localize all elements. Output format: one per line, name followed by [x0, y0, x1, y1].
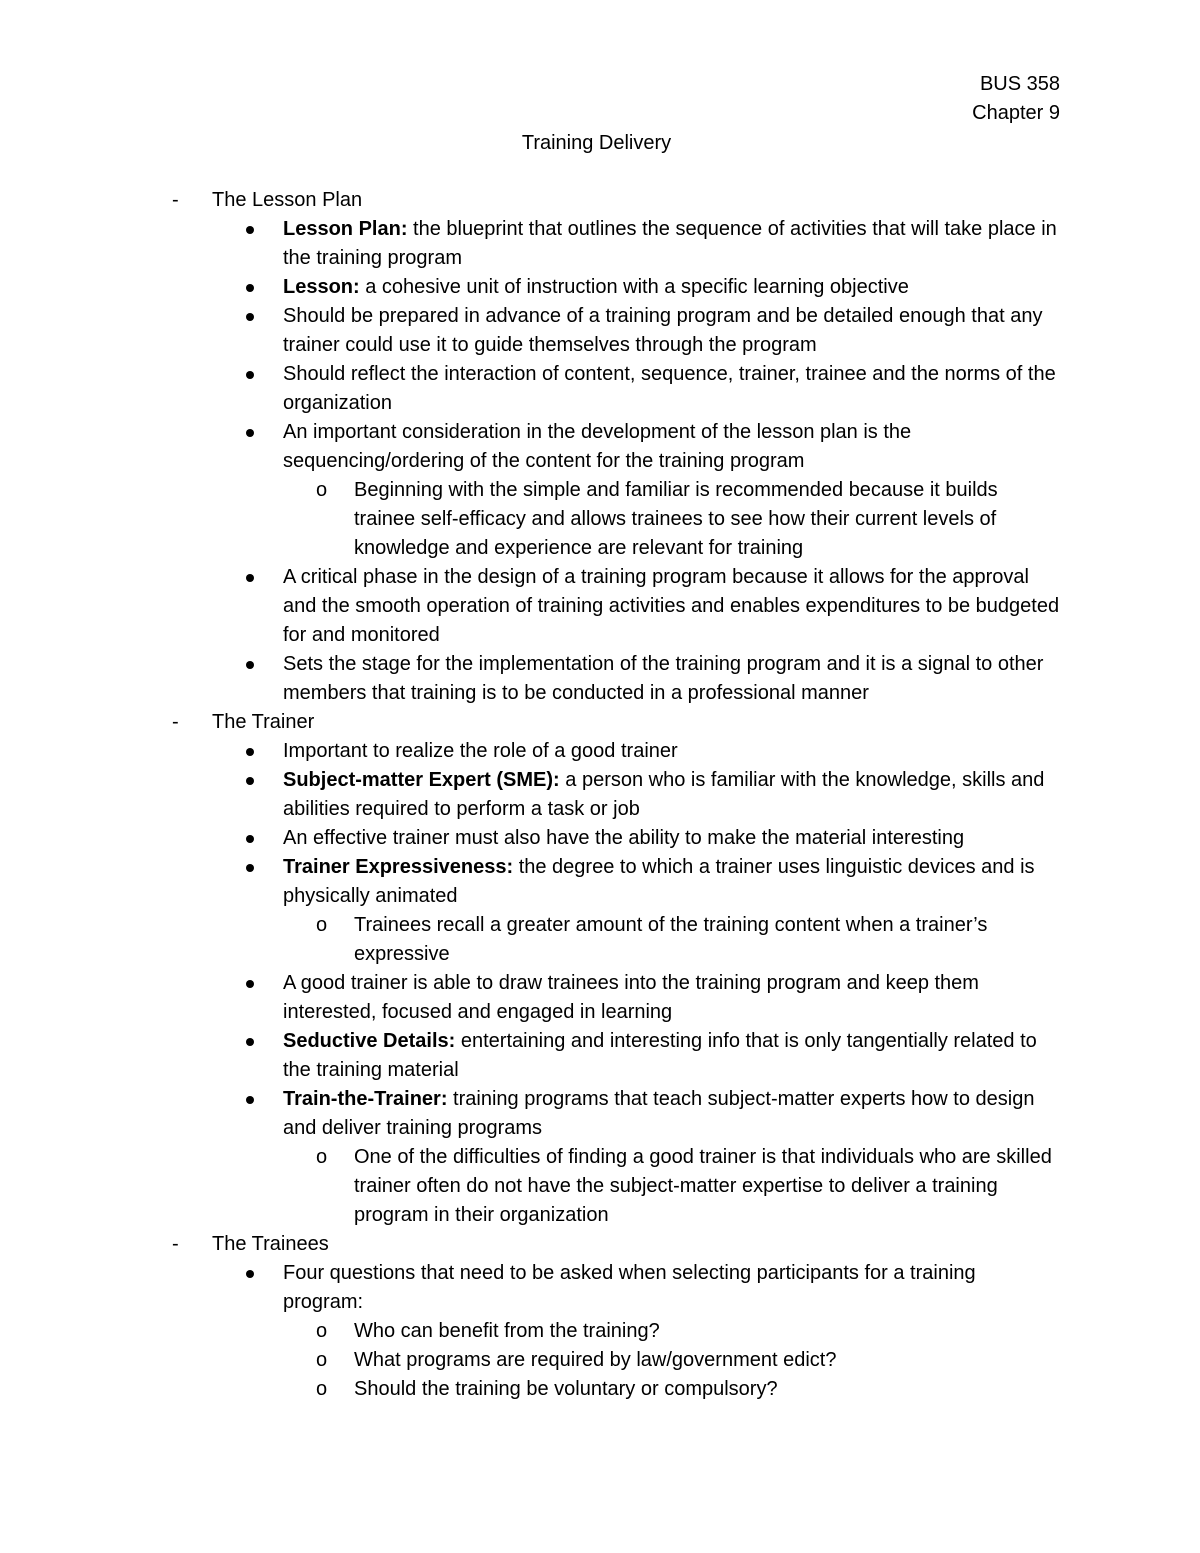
sub-bullet-item — [0, 1346, 1200, 1375]
bullet-text: A good trainer is able to draw trainees into the training program and keep them interested, focused and engaged in learning — [283, 972, 979, 1023]
section-heading-text: The Trainer — [212, 711, 315, 733]
bullet-text: the blueprint that outlines the sequence of activities that will take place in the training program — [283, 218, 1057, 269]
bullet-item — [0, 1259, 1200, 1317]
bullet-text: Should reflect the interaction of content, sequence, trainer, trainee and the norms of the organization — [283, 363, 1056, 414]
bullet-dot-icon — [246, 226, 254, 234]
bullet-item — [0, 360, 1200, 418]
sub-bullet-text: Should the training be voluntary or compulsory? — [354, 1378, 778, 1400]
section-heading — [0, 186, 1200, 215]
term: Lesson: — [283, 276, 360, 298]
bullet-item — [0, 1027, 1200, 1085]
bullet-item — [0, 969, 1200, 1027]
bullet-text: training programs that teach subject-matter experts how to design and deliver training programs — [283, 1088, 1035, 1139]
section-heading — [0, 708, 1200, 737]
sub-bullet-text: What programs are required by law/government edict? — [354, 1349, 837, 1371]
term: Lesson Plan: — [283, 218, 408, 240]
sub-bullet-text: Trainees recall a greater amount of the training content when a trainer’s expressive — [354, 914, 988, 965]
bullet-dot-icon — [246, 748, 254, 756]
dash-marker: - — [172, 1233, 179, 1255]
course-code: BUS 358 — [979, 73, 1060, 95]
term: Seductive Details: — [283, 1030, 456, 1052]
document-header — [972, 70, 1060, 128]
dash-marker: - — [172, 711, 179, 733]
bullet-text: Sets the stage for the implementation of the training program and it is a signal to other members that training is to be conducted in a professional manner — [283, 653, 1044, 704]
bullet-dot-icon — [246, 777, 254, 785]
sub-bullet-text: Beginning with the simple and familiar is recommended because it builds trainee self-efficacy and allows trainees to see how their current levels of knowledge and experience are relevant for training — [354, 479, 998, 559]
bullet-dot-icon — [246, 1096, 254, 1104]
bullet-dot-icon — [246, 661, 254, 669]
bullet-dot-icon — [246, 284, 254, 292]
sub-bullet-item — [0, 1143, 1200, 1230]
bullet-text: Should be prepared in advance of a training program and be detailed enough that any trainer could use it to guide themselves through the program — [283, 305, 1043, 356]
chapter-label: Chapter 9 — [972, 102, 1060, 124]
circle-bullet-icon: o — [316, 1378, 328, 1400]
bullet-text: a cohesive unit of instruction with a specific learning objective — [359, 276, 909, 298]
sub-bullet-text: One of the difficulties of finding a good trainer is that individuals who are skilled trainer often do not have the subject-matter expertise to deliver a training program in their organization — [354, 1146, 1052, 1226]
sub-bullet-text: Who can benefit from the training? — [354, 1320, 660, 1342]
bullet-dot-icon — [246, 864, 254, 872]
bullet-dot-icon — [246, 980, 254, 988]
bullet-text: An important consideration in the development of the lesson plan is the sequencing/ordering of the content for the training program — [283, 421, 912, 472]
bullet-item — [0, 302, 1200, 360]
circle-bullet-icon: o — [316, 914, 328, 936]
sub-bullet-item — [0, 1375, 1200, 1404]
bullet-item — [0, 766, 1200, 824]
section-heading-text: The Trainees — [212, 1233, 329, 1255]
bullet-dot-icon — [246, 313, 254, 321]
circle-bullet-icon: o — [316, 1320, 328, 1342]
bullet-item — [0, 853, 1200, 911]
section-heading-text: The Lesson Plan — [212, 189, 363, 211]
bullet-text: Four questions that need to be asked when selecting participants for a training program: — [283, 1262, 976, 1313]
circle-bullet-icon: o — [316, 1146, 328, 1168]
circle-bullet-icon: o — [316, 1349, 328, 1371]
bullet-dot-icon — [246, 574, 254, 582]
bullet-dot-icon — [246, 371, 254, 379]
circle-bullet-icon: o — [316, 479, 328, 501]
bullet-dot-icon — [246, 429, 254, 437]
section-heading — [0, 1230, 1200, 1259]
term: Subject-matter Expert (SME): — [283, 769, 560, 791]
bullet-item — [0, 215, 1200, 273]
bullet-item — [0, 1085, 1200, 1143]
bullet-text: the degree to which a trainer uses linguistic devices and is physically animated — [283, 856, 1035, 907]
bullet-text: Important to realize the role of a good trainer — [283, 740, 678, 762]
dash-marker: - — [172, 189, 179, 211]
sub-bullet-item — [0, 1317, 1200, 1346]
bullet-item — [0, 563, 1200, 650]
bullet-text: entertaining and interesting info that is only tangentially related to the training material — [283, 1030, 1037, 1081]
term: Trainer Expressiveness: — [283, 856, 514, 878]
bullet-item — [0, 418, 1200, 476]
bullet-dot-icon — [246, 1038, 254, 1046]
bullet-dot-icon — [246, 835, 254, 843]
document-title: Training Delivery — [521, 132, 672, 154]
bullet-text: a person who is familiar with the knowledge, skills and abilities required to perform a task or job — [283, 769, 1045, 820]
sub-bullet-item — [0, 476, 1200, 563]
bullet-item — [0, 737, 1200, 766]
bullet-text: An effective trainer must also have the ability to make the material interesting — [283, 827, 965, 849]
bullet-text: A critical phase in the design of a training program because it allows for the approval and the smooth operation of training activities and enables expenditures to be budgeted for and monitored — [283, 566, 1060, 646]
outline — [0, 186, 1200, 1404]
bullet-item — [0, 650, 1200, 708]
sub-bullet-item — [0, 911, 1200, 969]
bullet-item — [0, 824, 1200, 853]
bullet-dot-icon — [246, 1270, 254, 1278]
term: Train-the-Trainer: — [283, 1088, 448, 1110]
bullet-item — [0, 273, 1200, 302]
